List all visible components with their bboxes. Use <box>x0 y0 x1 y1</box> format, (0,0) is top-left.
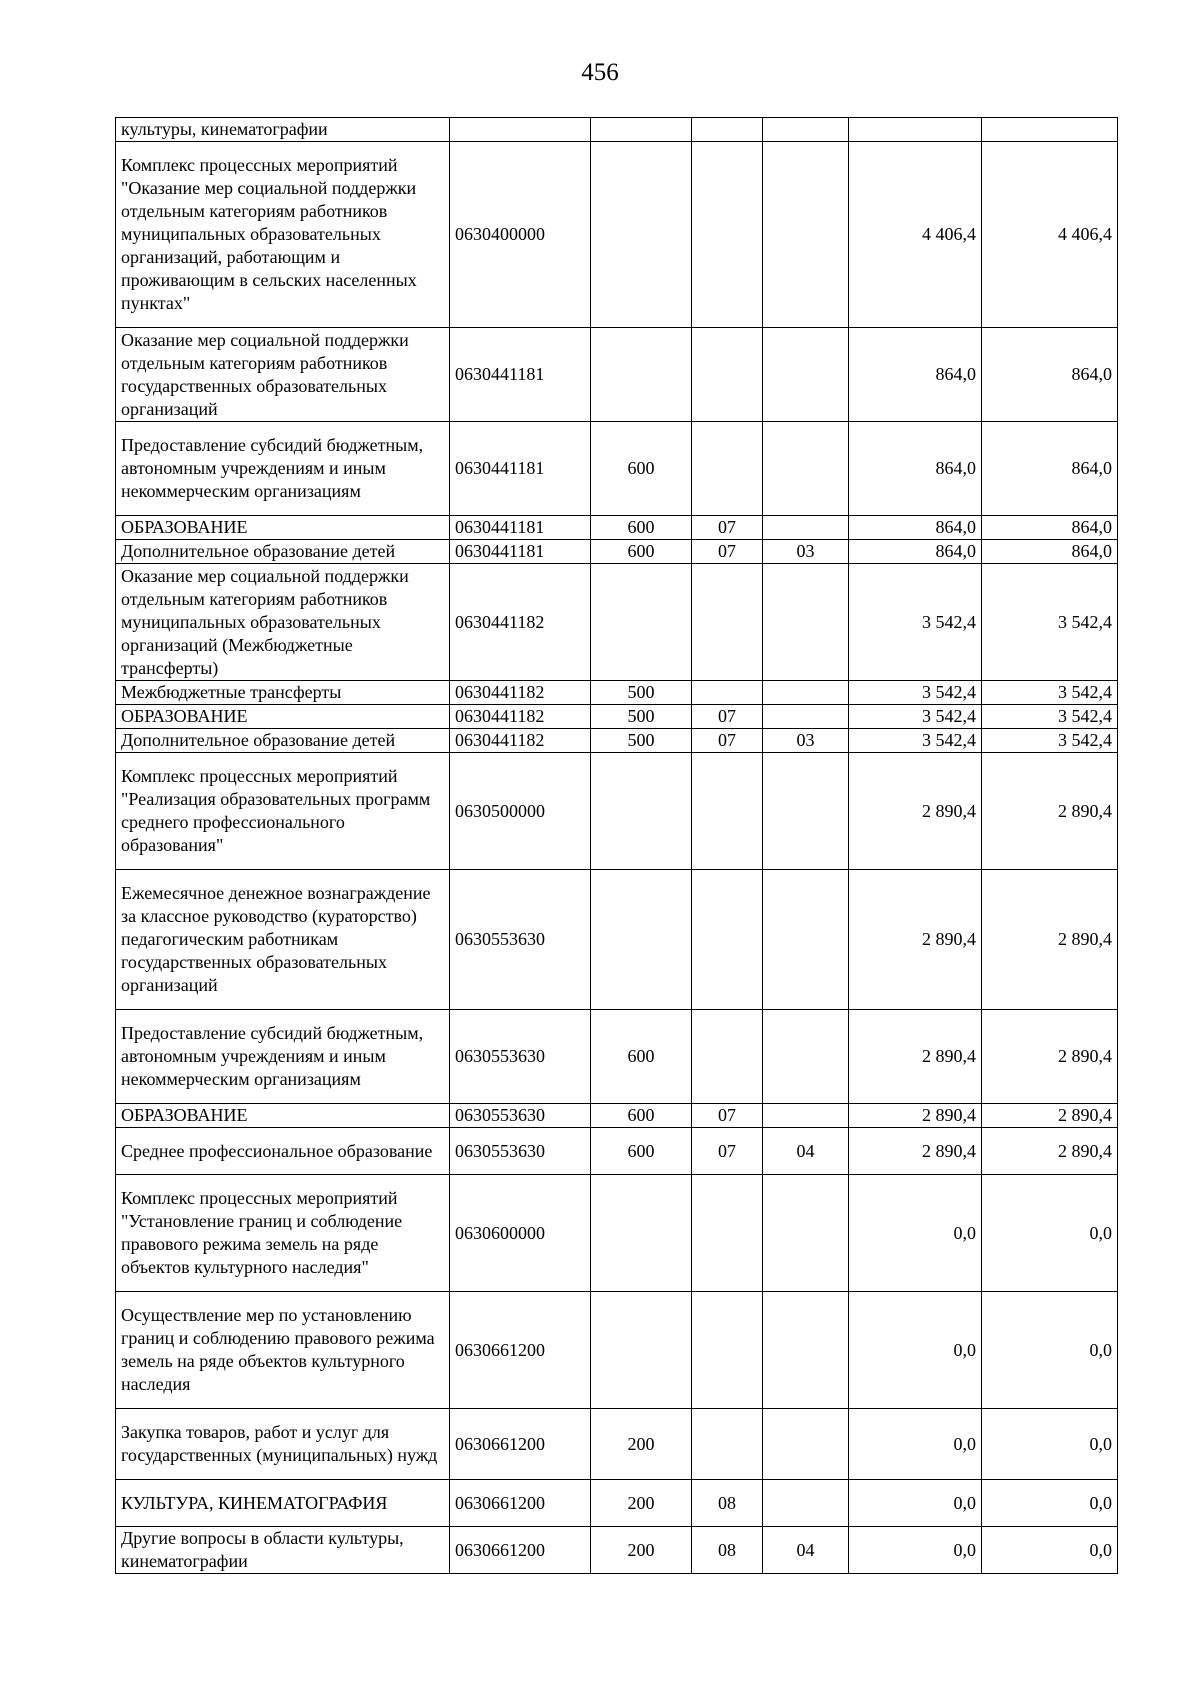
table-row <box>116 870 1118 1010</box>
table-row <box>116 753 1118 870</box>
row-sum-1: 4 406,4 <box>849 142 982 328</box>
row-rz: 07 <box>692 516 763 540</box>
row-vr: 200 <box>591 1527 692 1574</box>
row-pr <box>763 753 849 870</box>
row-name: культуры, кинематографии <box>116 118 450 142</box>
row-sum-2 <box>982 118 1118 142</box>
row-pr <box>763 870 849 1010</box>
row-sum-1: 2 890,4 <box>849 870 982 1010</box>
row-rz: 07 <box>692 540 763 564</box>
row-name: ОБРАЗОВАНИЕ <box>116 1104 450 1128</box>
row-sum-2: 3 542,4 <box>982 681 1118 705</box>
row-vr <box>591 1292 692 1409</box>
row-code: 0630441182 <box>450 705 591 729</box>
row-sum-1: 864,0 <box>849 516 982 540</box>
row-sum-2: 3 542,4 <box>982 705 1118 729</box>
row-pr: 03 <box>763 540 849 564</box>
table-row <box>116 1128 1118 1175</box>
table-row <box>116 1175 1118 1292</box>
row-rz <box>692 681 763 705</box>
row-name: Дополнительное образование детей <box>116 729 450 753</box>
row-sum-1: 2 890,4 <box>849 1104 982 1128</box>
row-pr <box>763 1292 849 1409</box>
row-vr: 600 <box>591 1010 692 1104</box>
row-rz <box>692 1292 763 1409</box>
row-name: Оказание мер социальной поддержки отдельным категориям работников муниципальных образовательных организаций (Межбюджетные трансферты) <box>116 564 450 681</box>
row-pr <box>763 422 849 516</box>
table-row <box>116 1527 1118 1574</box>
row-vr <box>591 118 692 142</box>
row-pr: 03 <box>763 729 849 753</box>
row-vr: 600 <box>591 1104 692 1128</box>
row-pr <box>763 681 849 705</box>
row-name: ОБРАЗОВАНИЕ <box>116 705 450 729</box>
table-row <box>116 729 1118 753</box>
row-sum-2: 0,0 <box>982 1409 1118 1480</box>
row-sum-1: 3 542,4 <box>849 705 982 729</box>
row-name: Предоставление субсидий бюджетным, автономным учреждениям и иным некоммерческим организациям <box>116 422 450 516</box>
row-rz: 07 <box>692 705 763 729</box>
row-vr: 500 <box>591 705 692 729</box>
row-sum-2: 2 890,4 <box>982 753 1118 870</box>
row-name: Среднее профессиональное образование <box>116 1128 450 1175</box>
row-name: Ежемесячное денежное вознаграждение за классное руководство (кураторство) педагогическим работникам государственных образовательных организаций <box>116 870 450 1010</box>
row-vr: 500 <box>591 681 692 705</box>
table-row <box>116 328 1118 422</box>
row-vr <box>591 870 692 1010</box>
row-pr <box>763 328 849 422</box>
row-vr: 600 <box>591 540 692 564</box>
table-row <box>116 1480 1118 1527</box>
row-sum-1: 0,0 <box>849 1480 982 1527</box>
row-code: 0630661200 <box>450 1292 591 1409</box>
row-sum-2: 864,0 <box>982 328 1118 422</box>
row-pr <box>763 142 849 328</box>
table-row <box>116 1104 1118 1128</box>
row-name: Другие вопросы в области культуры, кинематографии <box>116 1527 450 1574</box>
row-vr <box>591 564 692 681</box>
row-code: 0630441181 <box>450 422 591 516</box>
row-sum-1: 3 542,4 <box>849 681 982 705</box>
page-number: 456 <box>581 59 619 86</box>
row-code: 0630441181 <box>450 540 591 564</box>
row-name: КУЛЬТУРА, КИНЕМАТОГРАФИЯ <box>116 1480 450 1527</box>
row-sum-1: 2 890,4 <box>849 753 982 870</box>
row-name: Предоставление субсидий бюджетным, автономным учреждениям и иным некоммерческим организациям <box>116 1010 450 1104</box>
row-code: 0630553630 <box>450 1010 591 1104</box>
row-sum-1 <box>849 118 982 142</box>
row-code: 0630600000 <box>450 1175 591 1292</box>
row-sum-1: 0,0 <box>849 1292 982 1409</box>
row-rz <box>692 564 763 681</box>
row-rz: 07 <box>692 1104 763 1128</box>
row-code: 0630553630 <box>450 1104 591 1128</box>
table-row <box>116 118 1118 142</box>
row-sum-2: 2 890,4 <box>982 870 1118 1010</box>
row-sum-2: 4 406,4 <box>982 142 1118 328</box>
row-code: 0630441182 <box>450 729 591 753</box>
row-rz: 08 <box>692 1480 763 1527</box>
row-code: 0630441182 <box>450 681 591 705</box>
row-code: 0630661200 <box>450 1409 591 1480</box>
row-sum-2: 864,0 <box>982 422 1118 516</box>
row-sum-2: 0,0 <box>982 1527 1118 1574</box>
row-vr: 600 <box>591 516 692 540</box>
row-vr: 500 <box>591 729 692 753</box>
table-row <box>116 422 1118 516</box>
row-name: Дополнительное образование детей <box>116 540 450 564</box>
row-sum-1: 3 542,4 <box>849 564 982 681</box>
table-row <box>116 681 1118 705</box>
row-code: 0630400000 <box>450 142 591 328</box>
row-vr <box>591 753 692 870</box>
row-vr <box>591 328 692 422</box>
row-rz: 07 <box>692 1128 763 1175</box>
row-name: Оказание мер социальной поддержки отдельным категориям работников государственных образовательных организаций <box>116 328 450 422</box>
row-rz <box>692 328 763 422</box>
budget-table-body <box>116 118 1118 1574</box>
row-sum-2: 2 890,4 <box>982 1128 1118 1175</box>
row-sum-2: 3 542,4 <box>982 564 1118 681</box>
budget-table <box>115 117 1118 1574</box>
table-row <box>116 516 1118 540</box>
row-sum-2: 3 542,4 <box>982 729 1118 753</box>
row-code: 0630441182 <box>450 564 591 681</box>
row-code: 0630553630 <box>450 1128 591 1175</box>
row-sum-2: 0,0 <box>982 1480 1118 1527</box>
row-rz <box>692 118 763 142</box>
row-sum-1: 864,0 <box>849 328 982 422</box>
row-pr <box>763 1480 849 1527</box>
row-name: Комплекс процессных мероприятий "Оказание мер социальной поддержки отдельным категориям работников муниципальных образовательных организаций, работающим и проживающим в сельских населенных пунктах" <box>116 142 450 328</box>
table-row <box>116 540 1118 564</box>
row-name: Межбюджетные трансферты <box>116 681 450 705</box>
row-rz <box>692 422 763 516</box>
row-rz <box>692 1175 763 1292</box>
row-name: Закупка товаров, работ и услуг для государственных (муниципальных) нужд <box>116 1409 450 1480</box>
table-row <box>116 1409 1118 1480</box>
row-code: 0630553630 <box>450 870 591 1010</box>
row-vr: 600 <box>591 1128 692 1175</box>
row-sum-1: 0,0 <box>849 1409 982 1480</box>
row-rz <box>692 1010 763 1104</box>
row-sum-2: 864,0 <box>982 540 1118 564</box>
row-sum-1: 2 890,4 <box>849 1128 982 1175</box>
row-sum-2: 0,0 <box>982 1292 1118 1409</box>
row-name: ОБРАЗОВАНИЕ <box>116 516 450 540</box>
row-pr <box>763 564 849 681</box>
row-code: 0630441181 <box>450 516 591 540</box>
row-sum-1: 864,0 <box>849 540 982 564</box>
row-sum-2: 2 890,4 <box>982 1010 1118 1104</box>
row-code: 0630661200 <box>450 1480 591 1527</box>
row-pr <box>763 1175 849 1292</box>
row-vr: 200 <box>591 1409 692 1480</box>
table-row <box>116 1010 1118 1104</box>
table-row <box>116 142 1118 328</box>
row-pr <box>763 705 849 729</box>
row-rz: 08 <box>692 1527 763 1574</box>
row-rz <box>692 142 763 328</box>
row-rz <box>692 753 763 870</box>
row-name: Осуществление мер по установлению границ и соблюдению правового режима земель на ряде объектов культурного наследия <box>116 1292 450 1409</box>
row-vr <box>591 1175 692 1292</box>
row-sum-1: 0,0 <box>849 1527 982 1574</box>
row-vr: 200 <box>591 1480 692 1527</box>
row-rz: 07 <box>692 729 763 753</box>
row-sum-1: 0,0 <box>849 1175 982 1292</box>
row-rz <box>692 870 763 1010</box>
row-code: 0630500000 <box>450 753 591 870</box>
row-rz <box>692 1409 763 1480</box>
row-code <box>450 118 591 142</box>
row-pr <box>763 1010 849 1104</box>
row-pr: 04 <box>763 1527 849 1574</box>
row-pr <box>763 1409 849 1480</box>
table-row <box>116 1292 1118 1409</box>
row-code: 0630441181 <box>450 328 591 422</box>
table-row <box>116 564 1118 681</box>
table-row <box>116 705 1118 729</box>
row-sum-1: 864,0 <box>849 422 982 516</box>
row-sum-2: 864,0 <box>982 516 1118 540</box>
row-pr: 04 <box>763 1128 849 1175</box>
row-code: 0630661200 <box>450 1527 591 1574</box>
row-sum-1: 2 890,4 <box>849 1010 982 1104</box>
row-vr <box>591 142 692 328</box>
row-name: Комплекс процессных мероприятий "Реализация образовательных программ среднего профессионального образования" <box>116 753 450 870</box>
row-name: Комплекс процессных мероприятий "Установление границ и соблюдение правового режима земель на ряде объектов культурного наследия" <box>116 1175 450 1292</box>
row-sum-2: 0,0 <box>982 1175 1118 1292</box>
row-pr <box>763 1104 849 1128</box>
row-pr <box>763 516 849 540</box>
row-vr: 600 <box>591 422 692 516</box>
row-sum-2: 2 890,4 <box>982 1104 1118 1128</box>
row-sum-1: 3 542,4 <box>849 729 982 753</box>
row-pr <box>763 118 849 142</box>
